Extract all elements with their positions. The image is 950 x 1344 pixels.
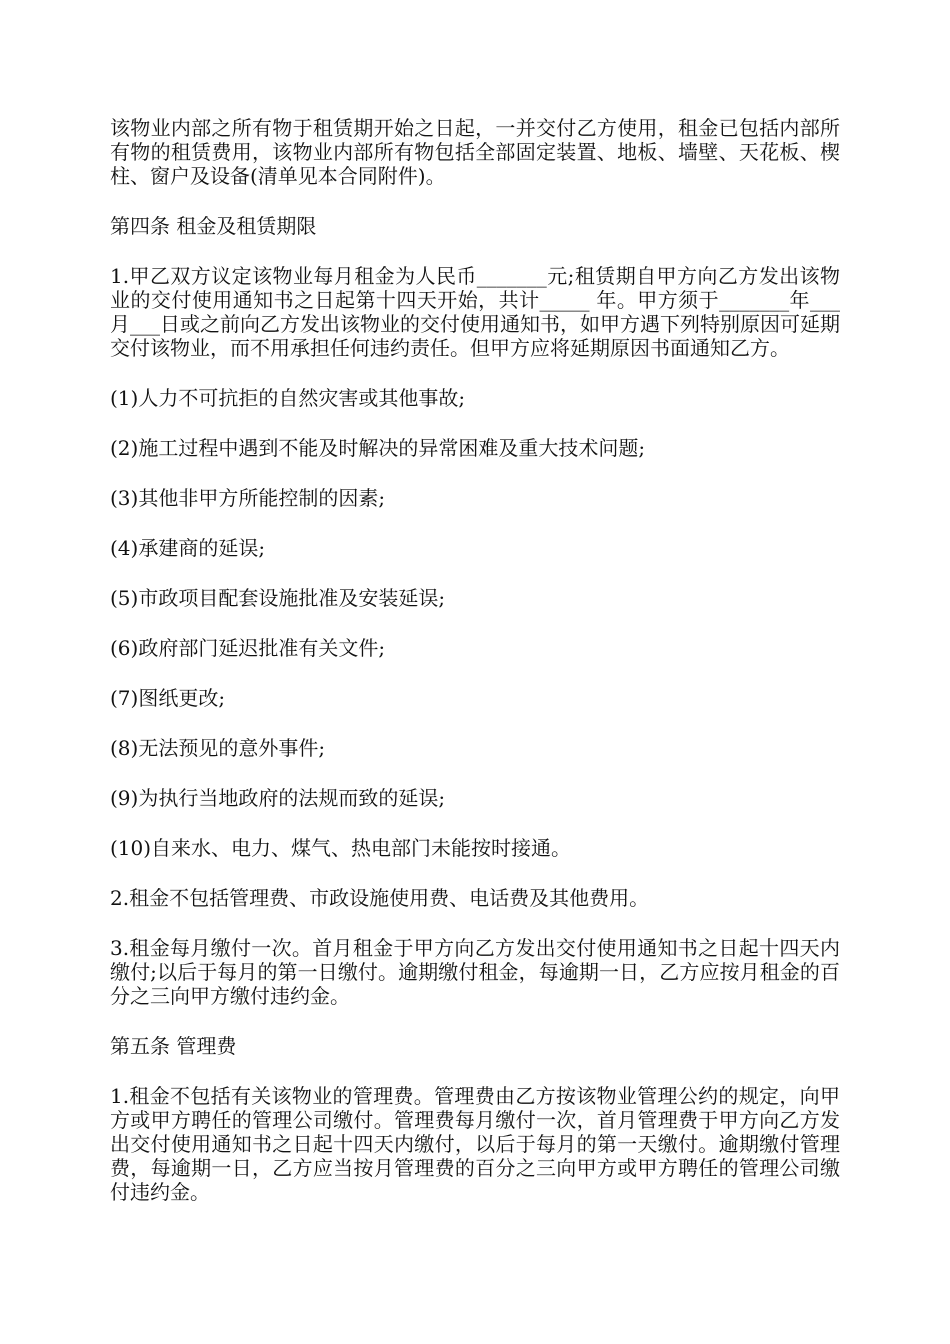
- paragraph-furnishings: 该物业内部之所有物于租赁期开始之日起，一并交付乙方使用，租金已包括内部所有物的租赁费用，该物业内部所有物包括全部固定装置、地板、墙壁、天花板、楔柱、窗户及设备(清单见本合同附件)。: [110, 116, 840, 188]
- paragraph-management-fee: 1.租金不包括有关该物业的管理费。管理费由乙方按该物业管理公约的规定，向甲方或甲方聘任的管理公司缴付。管理费每月缴付一次，首月管理费于甲方向乙方发出交付使用通知书之日起十四天内缴付，以后于每月的第一天缴付。逾期缴付管理费，每逾期一日，乙方应当按月管理费的百分之三向甲方或甲方聘任的管理公司缴付违约金。: [110, 1084, 840, 1204]
- list-item: (8)无法预见的意外事件;: [110, 736, 326, 760]
- paragraph-rent-payment: 3.租金每月缴付一次。首月租金于甲方向乙方发出交付使用通知书之日起十四天内缴付;以后于每月的第一日缴付。逾期缴付租金，每逾期一日，乙方应按月租金的百分之三向甲方缴付违约金。: [110, 936, 840, 1008]
- list-item: (3)其他非甲方所能控制的因素;: [110, 486, 386, 510]
- list-item: (6)政府部门延迟批准有关文件;: [110, 636, 386, 660]
- paragraph-rent-exclusions: 2.租金不包括管理费、市政设施使用费、电话费及其他费用。: [110, 886, 650, 910]
- list-item: (2)施工过程中遇到不能及时解决的异常困难及重大技术问题;: [110, 436, 646, 460]
- section-heading-article-5: 第五条 管理费: [110, 1034, 237, 1058]
- list-item: (5)市政项目配套设施批准及安装延误;: [110, 586, 446, 610]
- list-item: (4)承建商的延误;: [110, 536, 266, 560]
- list-item: (7)图纸更改;: [110, 686, 226, 710]
- paragraph-rent-term: 1.甲乙双方议定该物业每月租金为人民币_______元;租赁期自甲方向乙方发出该物业的交付使用通知书之日起第十四天开始，共计_____ 年。甲方须于_______年___月___日或之前向乙方发出该物业的交付使用通知书，如甲方遇下列特别原因可延期交付该物业，而不用承担任何违约责任。但甲方应将延期原因书面通知乙方。: [110, 264, 840, 360]
- document-body: [110, 116, 840, 1230]
- list-item: (10)自来水、电力、煤气、热电部门未能按时接通。: [110, 836, 572, 860]
- section-heading-article-4: 第四条 租金及租赁期限: [110, 214, 317, 238]
- list-item: (1)人力不可抗拒的自然灾害或其他事故;: [110, 386, 466, 410]
- list-item: (9)为执行当地政府的法规而致的延误;: [110, 786, 446, 810]
